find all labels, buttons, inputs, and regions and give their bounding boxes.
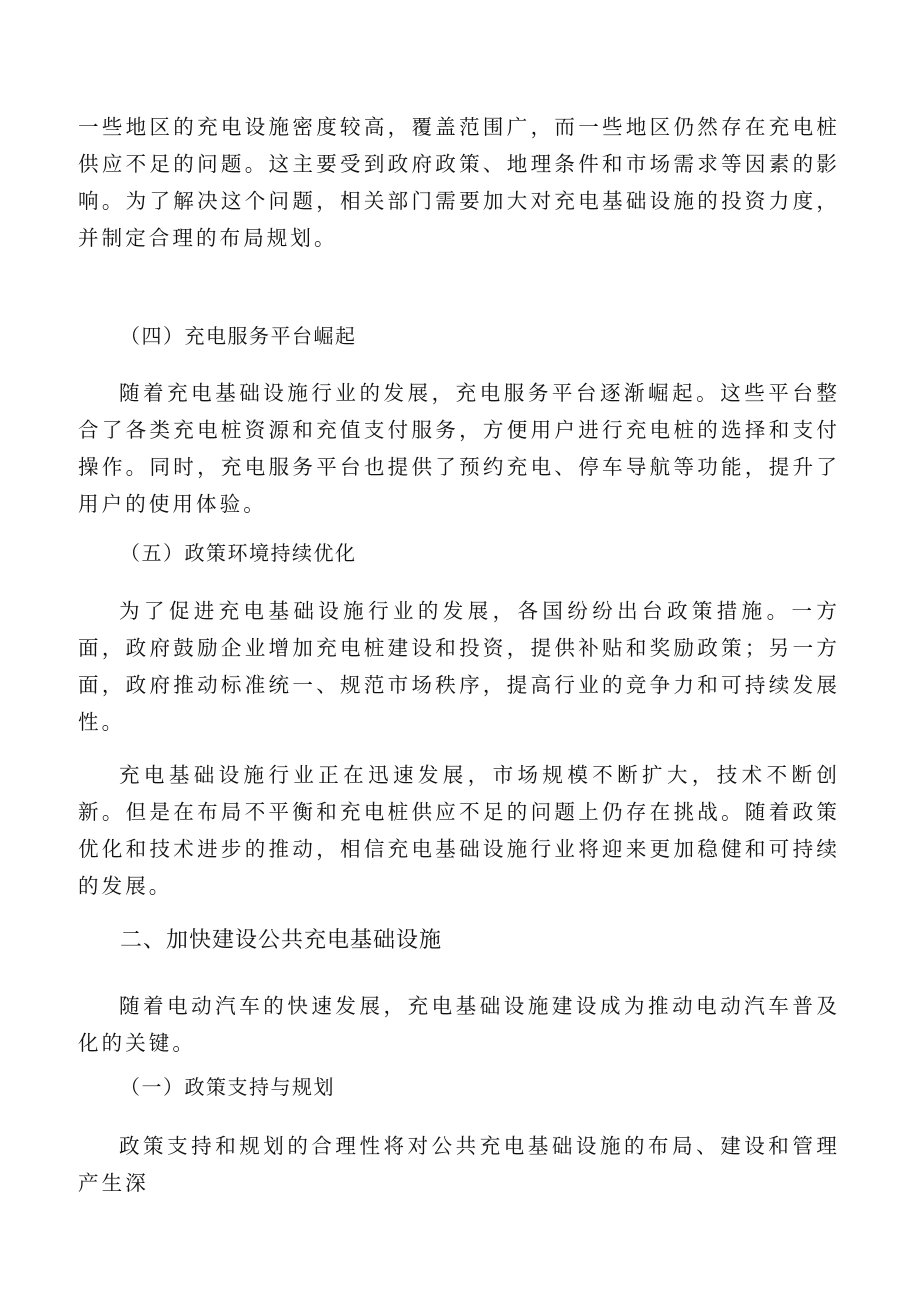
section-heading-public-charging: 二、加快建设公共充电基础设施 <box>120 928 443 953</box>
subheading-policy-environment: （五）政策环境持续优化 <box>120 541 357 565</box>
subheading-policy-support: （一）政策支持与规划 <box>120 1075 335 1099</box>
subheading-charging-platform: （四）充电服务平台崛起 <box>120 324 357 348</box>
paragraph-facility-distribution: 一些地区的充电设施密度较高，覆盖范围广，而一些地区仍然存在充电桩供应不足的问题。这主要受到政府政策、地理条件和市场需求等因素的影响。为了解决这个问题，相关部门需要加大对充电基础设施的投资力度，并制定合理的布局规划。 <box>78 115 840 250</box>
paragraph-charging-platform: 随着充电基础设施行业的发展，充电服务平台逐渐崛起。这些平台整合了各类充电桩资源和充值支付服务，方便用户进行充电桩的选择和支付操作。同时，充电服务平台也提供了预约充电、停车导航等功能，提升了用户的使用体验。 <box>78 381 840 516</box>
paragraph-policy-support: 政策支持和规划的合理性将对公共充电基础设施的布局、建设和管理产生深 <box>78 1134 840 1195</box>
paragraph-policy-environment: 为了促进充电基础设施行业的发展，各国纷纷出台政策措施。一方面，政府鼓励企业增加充电桩建设和投资，提供补贴和奖励政策；另一方面，政府推动标准统一、规范市场秩序，提高行业的竞争力和可持续发展性。 <box>78 599 840 734</box>
paragraph-public-charging-intro: 随着电动汽车的快速发展，充电基础设施建设成为推动电动汽车普及化的关键。 <box>78 994 840 1055</box>
paragraph-industry-summary: 充电基础设施行业正在迅速发展，市场规模不断扩大，技术不断创新。但是在布局不平衡和充电桩供应不足的问题上仍存在挑战。随着政策优化和技术进步的推动，相信充电基础设施行业将迎来更加稳健和可持续的发展。 <box>78 763 840 898</box>
